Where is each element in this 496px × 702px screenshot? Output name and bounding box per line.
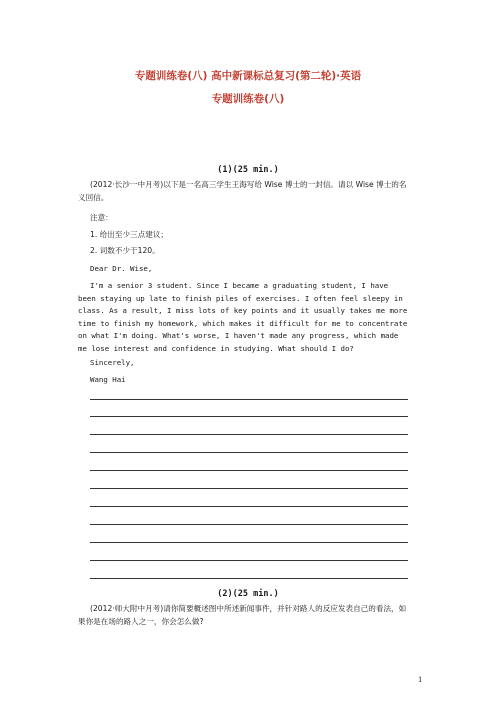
answer-line — [90, 488, 408, 489]
notice-label: 注意： — [90, 213, 113, 222]
note-1: 1. 给出至少三点建议； — [90, 230, 169, 239]
answer-line — [90, 470, 408, 471]
answer-line — [90, 434, 408, 435]
answer-line — [90, 416, 408, 417]
letter-greeting: Dear Dr. Wise, — [90, 264, 153, 273]
page-number: 1 — [418, 676, 423, 684]
answer-line — [90, 560, 408, 561]
section-2-heading: (2)(25 min.) — [217, 589, 279, 599]
answer-line — [90, 542, 408, 543]
document-title: 专题训练卷(八) 高中新课标总复习(第二轮)·英语 — [134, 70, 362, 82]
document-subtitle: 专题训练卷(八) — [211, 93, 285, 105]
section-1-heading: (1)(25 min.) — [217, 165, 279, 175]
letter-signature: Wang Hai — [90, 375, 126, 384]
answer-line — [90, 452, 408, 453]
answer-line — [90, 399, 408, 400]
letter-body: I'm a senior 3 student. Since I became a graduating student, I have been staying up late to finish piles of exercises. I often feel sleepy in class. As a result, I miss lots of key points and it usually takes me more time to finish my homework, which makes it difficult for me to concentrate on what I'm doing. What's worse, I haven't made any progress, which made me lose interest and confidence in studying. What should I do? — [78, 281, 412, 353]
letter-closing: Sincerely, — [90, 358, 135, 367]
answer-line — [90, 506, 408, 507]
answer-line — [90, 524, 408, 525]
intro-2: (2012·师大附中月考)请你简要概述图中所述新闻事件，并针对路人的反应发表自己的看法，如果你是在场的路人之一，你会怎么做? — [78, 604, 407, 626]
intro-1: (2012·长沙一中月考)以下是一名高三学生王海写给 Wise 博士的一封信。请以 Wise 博士的名义回信。 — [78, 180, 407, 202]
note-2: 2. 词数不少于120。 — [90, 246, 160, 255]
answer-line — [90, 578, 408, 579]
